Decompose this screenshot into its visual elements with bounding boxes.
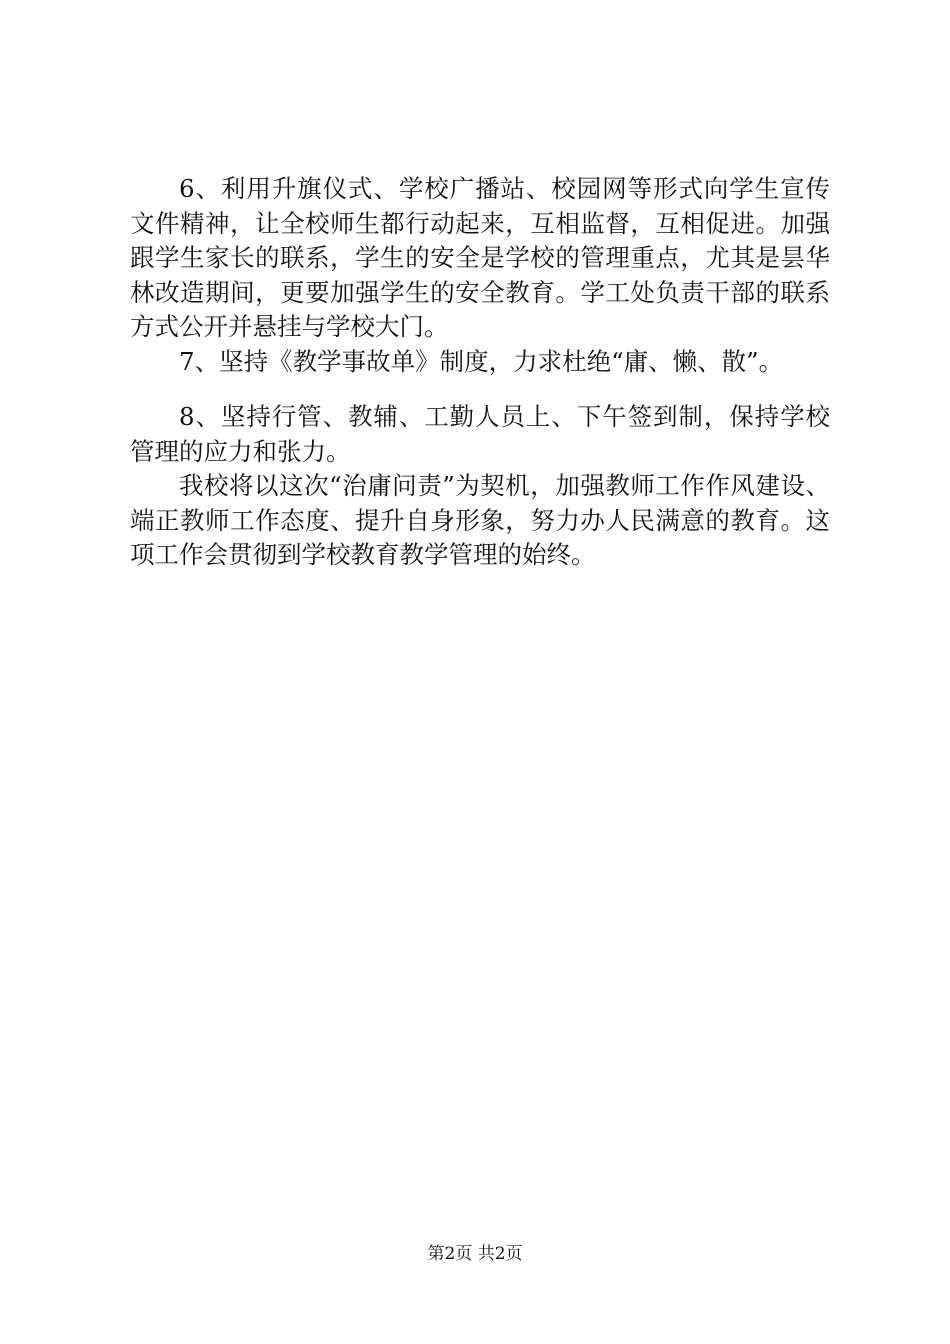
paragraph-item-7: 7、坚持《教学事故单》制度，力求杜绝“庸、懒、散”。 (179, 346, 784, 376)
current-page-label: 第2页 (427, 1244, 473, 1264)
page-footer (0, 1242, 950, 1266)
total-pages-label: 共2页 (477, 1244, 523, 1264)
document-body (130, 172, 830, 573)
paragraph-conclusion: 我校将以这次“治庸问责”为契机，加强教师工作作风建设、端正教师工作态度、提升自身形象，努力办人民满意的教育。这项工作会贯彻到学校教育教学管理的始终。 (130, 471, 830, 569)
paragraph-item-8: 8、坚持行管、教辅、工勤人员上、下午签到制，保持学校管理的应力和张力。 (130, 402, 830, 466)
paragraph-item-6: 6、利用升旗仪式、学校广播站、校园网等形式向学生宣传文件精神，让全校师生都行动起来，互相监督，互相促进。加强跟学生家长的联系，学生的安全是学校的管理重点，尤其是昙华林改造期间，更要加强学生的安全教育。学工处负责干部的联系方式公开并悬挂与学校大门。 (130, 174, 830, 341)
